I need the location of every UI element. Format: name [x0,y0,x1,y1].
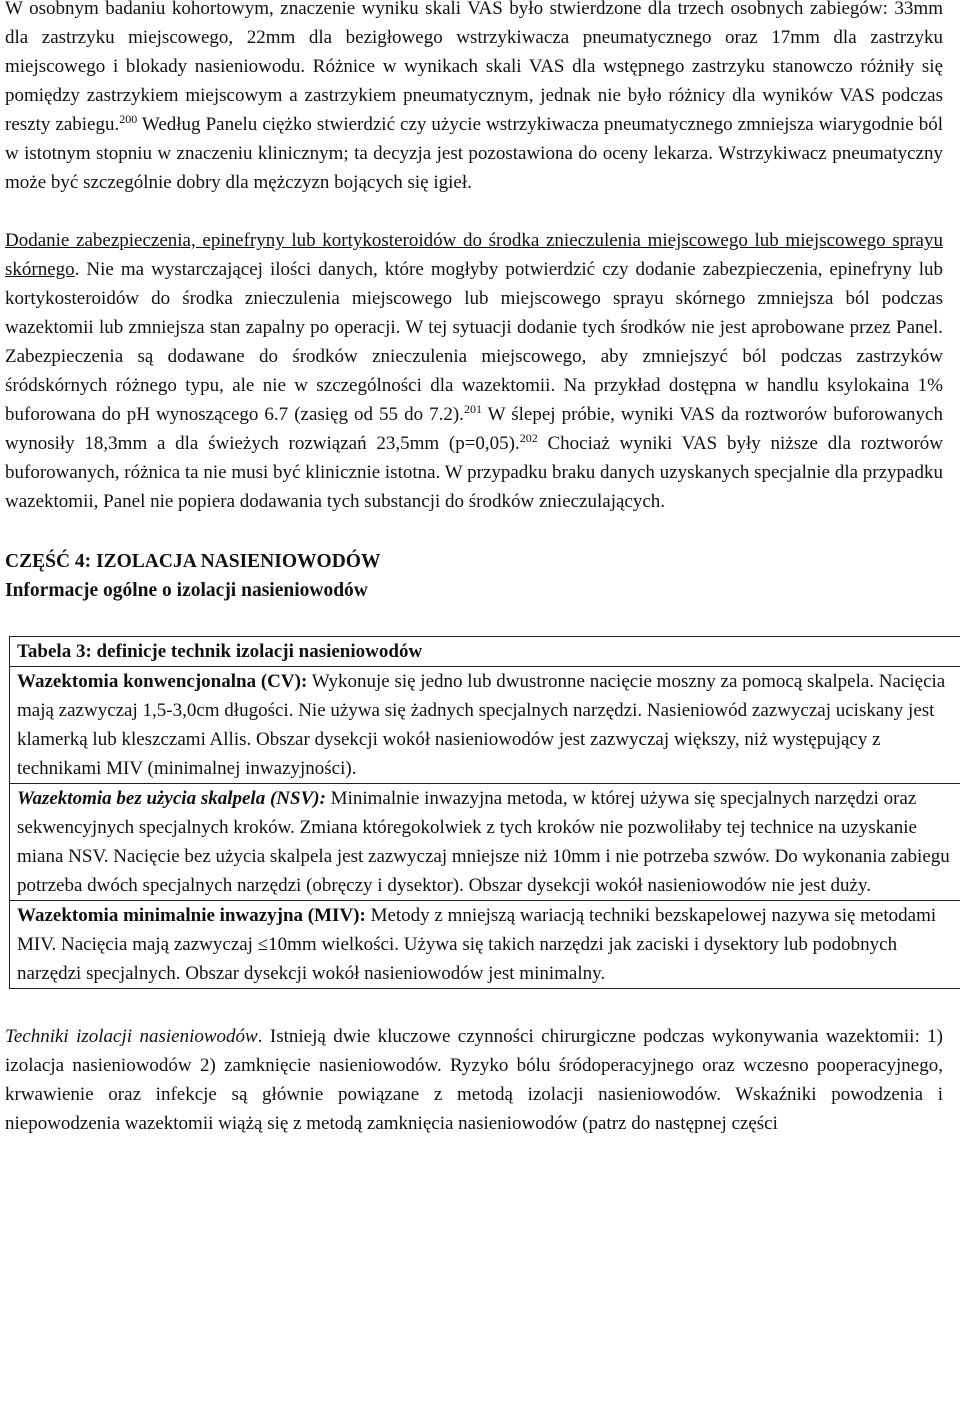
paragraph-text: Według Panelu ciężko stwierdzić czy użycie wstrzykiwacza pneumatycznego zmniejsza wiarygodnie ból w istotnym stopniu w znaczeniu klinicznym; ta decyzja jest pozostawiona do oceny lekarza. Wstrzykiwacz pneumatyczny może być szczególnie dobry dla mężczyzn bojących się igieł. [5,114,943,193]
table-row [10,784,960,901]
definition-text: Metody z mniejszą wariacją techniki bezskapelowej nazywa się metodami MIV. Nacięcia mają zazwyczaj ≤10mm wielkości. Używa się takich narzędzi jak zaciski i dysektory lub podobnych narzędzi specjalnych. Obszar dysekcji wokół nasieniowodów jest minimalny. [17,905,937,984]
paragraph-additives [5,226,943,516]
term-conventional: Wazektomia konwencjonalna (CV): [17,671,308,692]
section-subtitle: Informacje ogólne o izolacji nasieniowodów [5,580,368,601]
paragraph-text: W ślepej próbie, wyniki VAS da roztworów buforowanych wynosiły 18,3mm a dla świeżych rozwiązań 23,5mm (p=0,05). [5,404,943,454]
paragraph-vas-study [5,0,943,197]
term-no-scalpel: Wazektomia bez użycia skalpela (NSV): [17,788,326,809]
paragraph-text: . Istnieją dwie kluczowe czynności chirurgiczne podczas wykonywania wazektomii: 1) izolacja nasieniowodów 2) zamknięcie nasieniowodów. Ryzyko bólu śródoperacyjnego oraz wczesno pooperacyjnego, krwawienie oraz infekcje są głównie powiązane z metodą izolacji nasieniowodów. Wskaźniki powodzenia i niepowodzenia wazektomii wiążą się z metodą zamknięcia nasieniowodów (patrz do następnej części [5,1026,943,1134]
paragraph-text: . Nie ma wystarczającej ilości danych, które mogłyby potwierdzić czy dodanie zabezpieczenia, epinefryny lub kortykosteroidów do środka znieczulenia miejscowego lub miejscowego sprayu skórnego zmniejsza ból podczas wazektomii lub zmniejsza stan zapalny po operacji. W tej sytuacji dodanie tych środków nie jest aprobowane przez Panel. Zabezpieczenia są dodawane do środków znieczulenia miejscowego, aby zmniejszyć ból podczas zastrzyków śródskórnych różnego typu, ale nie w szczególności dla wazektomii. Na przykład dostępna w handlu ksylokaina 1% buforowana do pH wynoszącego 6.7 (zasięg od 55 do 7.2). [5,259,943,425]
citation-ref: 201 [463,402,482,416]
term-minimally-invasive: Wazektomia minimalnie inwazyjna (MIV): [17,905,366,926]
table-cell [10,901,960,989]
definitions-table [9,636,960,989]
table-caption-row [10,637,960,667]
definition-text: Wykonuje się jedno lub dwustronne nacięcie moszny za pomocą skalpela. Nacięcia mają zazwyczaj 1,5-3,0cm długości. Nie używa się żadnych specjalnych narzędzi. Nasieniowód zazwyczaj uciskany jest klamerką lub kleszczami Allis. Obszar dysekcji wokół nasieniowodów jest zazwyczaj większy, niż występujący z technikami MIV (minimalnej inwazyjności). [17,671,946,779]
citation-ref: 200 [119,112,138,126]
paragraph-isolation-techniques [5,1022,943,1138]
table-cell [10,784,960,901]
paragraph-text: Chociaż wyniki VAS były niższe dla roztworów buforowanych, różnica ta nie musi być klinicznie istotna. W przypadku braku danych uzyskanych specjalnie dla przypadku wazektomii, Panel nie popiera dodawania tych substancji do środków znieczulających. [5,433,943,512]
citation-ref: 202 [519,431,538,445]
section-heading [5,547,943,605]
paragraph-text: W osobnym badaniu kohortowym, znaczenie wyniku skali VAS było stwierdzone dla trzech osobnych zabiegów: 33mm dla zastrzyku miejscowego, 22mm dla bezigłowego wstrzykiwacza pneumatycznego oraz 17mm dla zastrzyku miejscowego i blokady nasieniowodu. Różnice w wynikach skali VAS dla wstępnego zastrzyku stanowczo różniły się pomiędzy zastrzykiem miejscowym a zastrzykiem pneumatycznym, jednak nie było różnicy dla wyników VAS podczas reszty zabiegu. [5,0,943,135]
italic-topic: Techniki izolacji nasieniowodów [5,1026,258,1047]
table-caption: Tabela 3: definicje technik izolacji nasieniowodów [10,637,960,667]
document-page [5,0,950,1138]
table-cell [10,667,960,784]
table-row [10,901,960,989]
underlined-topic: Dodanie zabezpieczenia, epinefryny lub kortykosteroidów do środka znieczulenia miejscowego lub miejscowego sprayu skórnego [5,230,943,280]
definition-text: Minimalnie inwazyjna metoda, w której używa się specjalnych narzędzi oraz sekwencyjnych specjalnych kroków. Zmiana któregokolwiek z tych kroków nie pozwoliłaby tej technice na uzyskanie miana NSV. Nacięcie bez użycia skalpela jest zazwyczaj mniejsze niż 10mm i nie potrzeba szwów. Do wykonania zabiegu potrzeba dwóch specjalnych narzędzi (obręczy i dysektor). Obszar dysekcji wokół nasieniowodów nie jest duży. [17,788,950,896]
section-title: CZĘŚĆ 4: IZOLACJA NASIENIOWODÓW [5,551,381,572]
table-row [10,667,960,784]
